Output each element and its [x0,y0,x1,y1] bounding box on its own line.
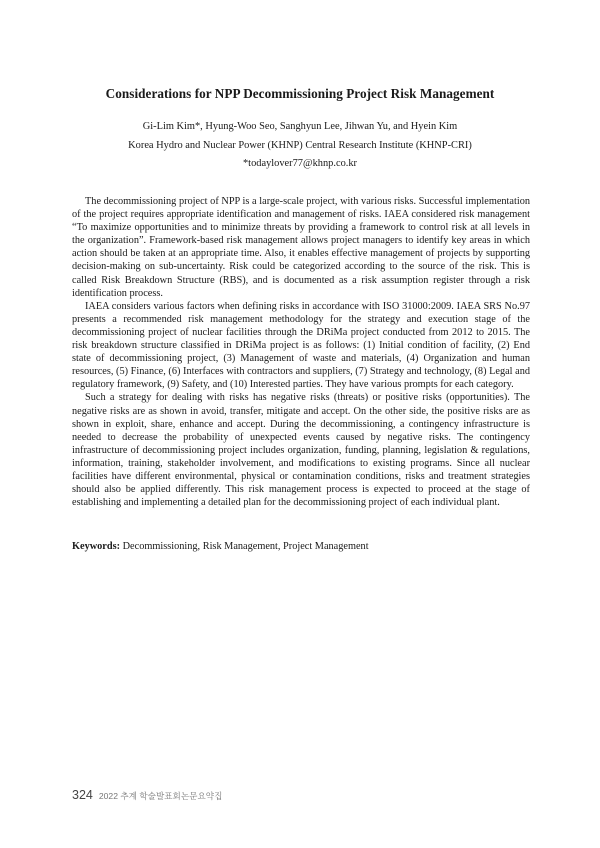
keywords-text: Decommissioning, Risk Management, Project Management [120,541,369,552]
affiliation: Korea Hydro and Nuclear Power (KHNP) Central Research Institute (KHNP-CRI) [128,140,472,151]
corresponding-email: *todaylover77@khnp.co.kr [242,158,358,169]
abstract-paragraph-2: IAEA considers various factors when defining risks in accordance with ISO 31000:2009. IAEA SRS No.97 presents a recommended risk management methodology for the strategy and execution stage of the decommissioning project of nuclear facilities through the DRiMa project conducted from 2012 to 2015. The risk breakdown structure classified in DRiMa project is as follows: (1) Initial condition of facility, (2) End state of decommissioning project, (3) Management of waste and materials, (4) Organization and human resources, (5) Finance, (6) Interfaces with contractors and suppliers, (7) Strategy and technology, (8) Legal and regulatory framework, (9) Safety, and (10) Interested parties. They have various prompts for each category. [72,300,530,391]
abstract-paragraph-3: Such a strategy for dealing with risks has negative risks (threats) or positive risks (opportunities). The negative risks are as shown in avoid, transfer, mitigate and accept. On the other side, the positive risks are as shown in exploit, share, enhance and accept. During the decommissioning, a contingency infrastructure is needed to decrease the probability of unexpected events caused by negative risks. The contingency infrastructure of decommissioning project includes organization, funding, planning, legislation & regulations, information, training, stakeholder involvement, and modifications to existing programs. Since all nuclear facilities have different environmental, physical or contamination conditions, risks and treatment strategies should also be applied differently. This risk management process is expected to proceed at the stage of establishing and implementing a detailed plan for the decommissioning project of each individual plant. [72,392,530,509]
conference-name: 2022 추계 학술발표회논문요약집 [98,791,223,801]
paper-title: Considerations for NPP Decommissioning Project Risk Management [105,86,495,101]
page-number: 324 [72,788,93,802]
author-list: Gi-Lim Kim*, Hyung-Woo Seo, Sanghyun Lee, Jihwan Yu, and Hyein Kim [142,121,458,132]
keywords-label: Keywords: [72,541,121,552]
keywords-line [72,541,530,552]
page-footer [72,788,222,802]
abstract-paragraph-1: The decommissioning project of NPP is a large-scale project, with various risks. Successful implementation of the project requires appropriate identification and management of risks. IAEA considered risk management “To maximize opportunities and to minimize threats by providing a framework to control risk at all levels in the organization”. Framework-based risk management allows project managers to identify key areas in which action should be taken at an appropriate time. Also, it enables effective management of projects by supporting decision-making on sub-uncertainty. Risk could be categorized according to the source of the risk. This is called Risk Breakdown Structure (RBS), and is documented as a risk assumption register through a risk identification process. [72,196,530,299]
abstract-body [72,195,530,509]
